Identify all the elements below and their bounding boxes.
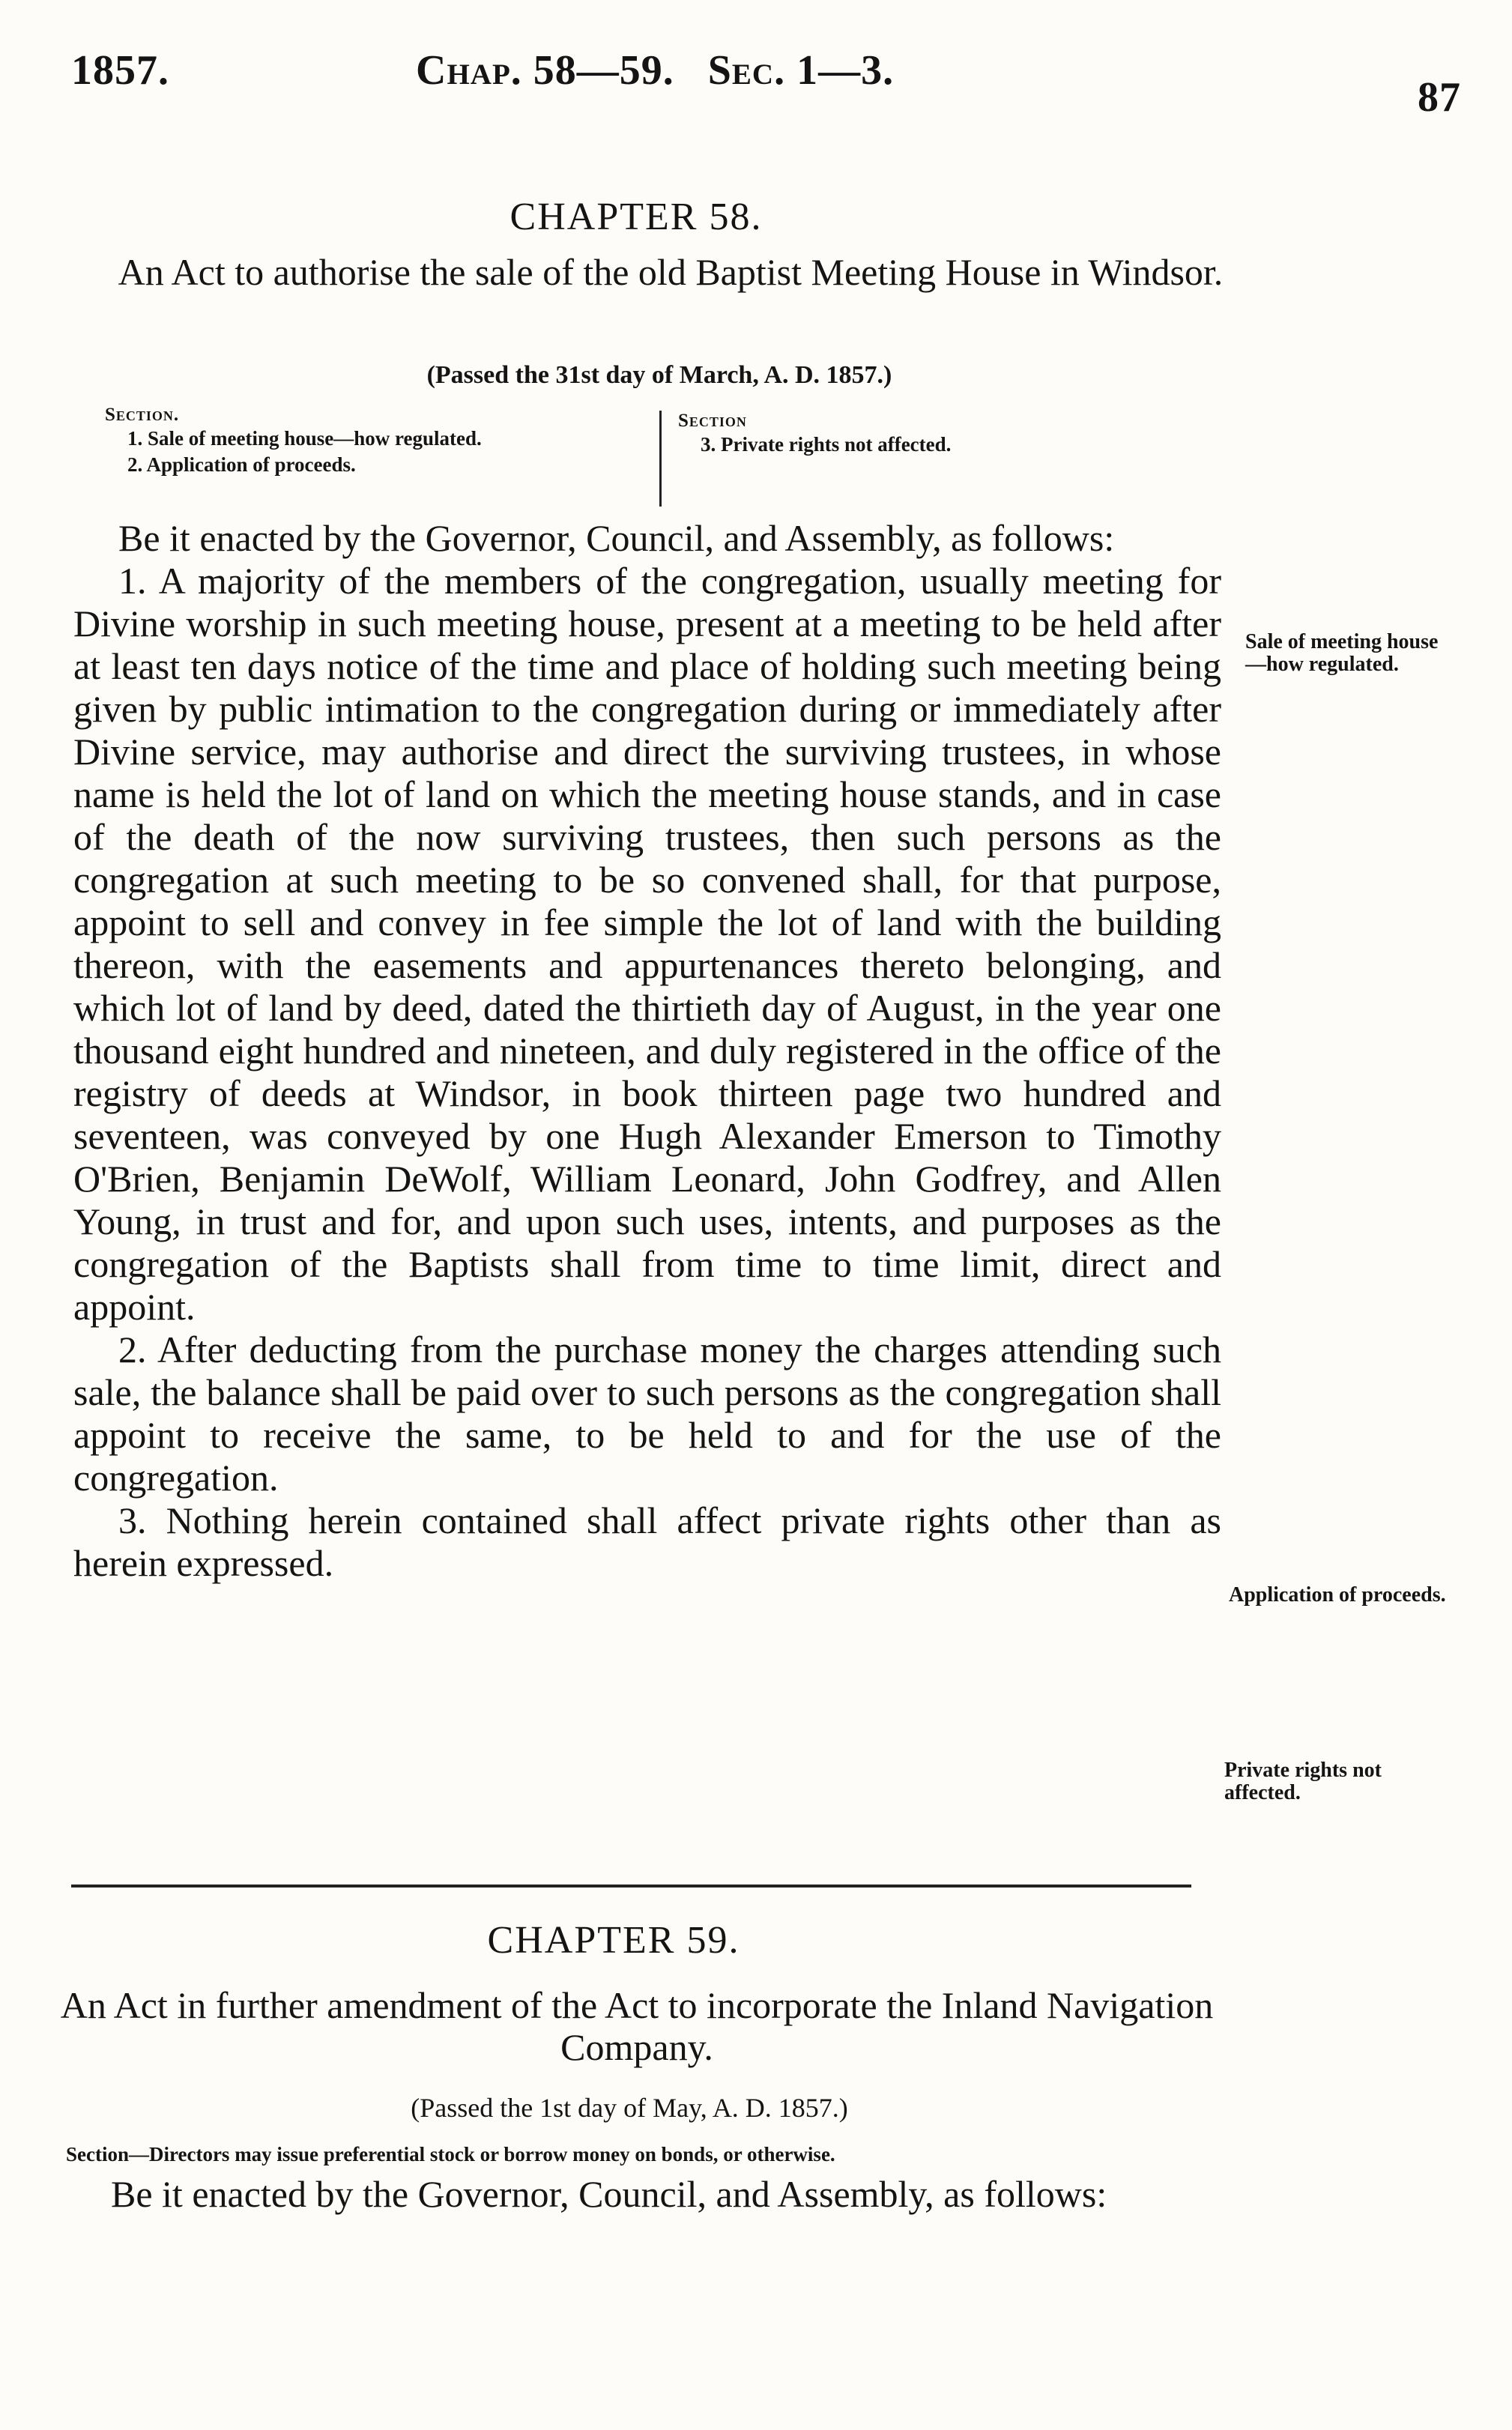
chapter-59-passed-date: (Passed the 1st day of May, A. D. 1857.) <box>411 2093 848 2123</box>
section-3-text: 3. Nothing herein contained shall affect private rights other than as herein expressed. <box>73 1499 1221 1584</box>
chapter-59-enacting-clause: Be it enacted by the Governor, Council, and Assembly, as follows: <box>111 2173 1107 2215</box>
section-1-text: 1. A majority of the members of the congregation, usually meeting for Divine worship in such meeting house, present at a meeting to be held after at least ten days notice of the time and place of holding such meeting being given by public intimation to the congregation during or immediately after Divine service, may authorise and direct the surviving trustees, in whose name is held the lot of land on which the meeting house stands, and in case of the death of the now surviving trustees, then such persons as the congregation at such meeting to be so convened shall, for that purpose, appoint to sell and convey in fee simple the lot of land with the building thereon, with the easements and appurtenances thereto belonging, and which lot of land by deed, dated the thirtieth day of August, in the year one thousand eight hundred and nineteen, and duly registered in the office of the registry of deeds at Windsor, in book thirteen page two hundred and seventeen, was conveyed by one Hugh Alexander Emerson to Timothy O'Brien, Benjamin DeWolf, William Leonard, John Godfrey, and Allen Young, in trust and for, and upon such uses, intents, and purposes as the congregation of the Baptists shall from time to time limit, direct and appoint. <box>73 560 1221 1328</box>
margin-note-section-3: Private rights not affected. <box>1224 1759 1382 1804</box>
chapter-separator-rule <box>71 1885 1191 1888</box>
chapter-58-body <box>73 517 1221 1585</box>
chapter-59-heading: CHAPTER 59. <box>487 1919 740 1962</box>
margin-note-section-2: Application of proceeds. <box>1229 1583 1446 1607</box>
section-2-text: 2. After deducting from the purchase money the charges attending such sale, the balance shall be paid over to such persons as the congregation shall appoint to receive the same, to be held to and for the use of the congregation. <box>73 1329 1221 1499</box>
chapter-59-body <box>66 2173 1220 2216</box>
running-head-year: 1857. <box>71 47 169 94</box>
toc-item: 2. Application of proceeds. <box>127 453 356 476</box>
toc-divider <box>659 411 662 507</box>
chapter-58-passed-date: (Passed the 31st day of March, A. D. 1857.) <box>426 361 892 389</box>
toc-item: 3. Private rights not affected. <box>701 433 952 456</box>
chapter-58-enacting-clause: Be it enacted by the Governor, Council, and Assembly, as follows: <box>118 517 1115 559</box>
toc-item: 1. Sale of meeting house—how regulated. <box>127 427 482 450</box>
chapter-58-toc-left <box>105 405 659 478</box>
chapter-59-title: An Act in further amendment of the Act to incorporate the Inland Navigation Company. <box>60 1984 1214 2068</box>
chapter-59-toc: Section—Directors may issue preferential stock or borrow money on bonds, or otherwise. <box>66 2143 835 2165</box>
toc-right-heading: Section <box>678 411 747 431</box>
chapter-58-title: An Act to authorise the sale of the old Baptist Meeting House in Windsor. <box>118 251 1224 293</box>
running-head-chapter-section: Chap. 58—59. Sec. 1—3. <box>416 47 895 94</box>
chapter-58-toc-right <box>678 411 1143 458</box>
toc-left-heading: Section. <box>105 405 180 425</box>
page-number: 87 <box>1418 74 1461 121</box>
margin-note-section-1: Sale of meeting house—how regulated. <box>1245 630 1439 676</box>
chapter-58-heading: CHAPTER 58. <box>509 196 763 238</box>
